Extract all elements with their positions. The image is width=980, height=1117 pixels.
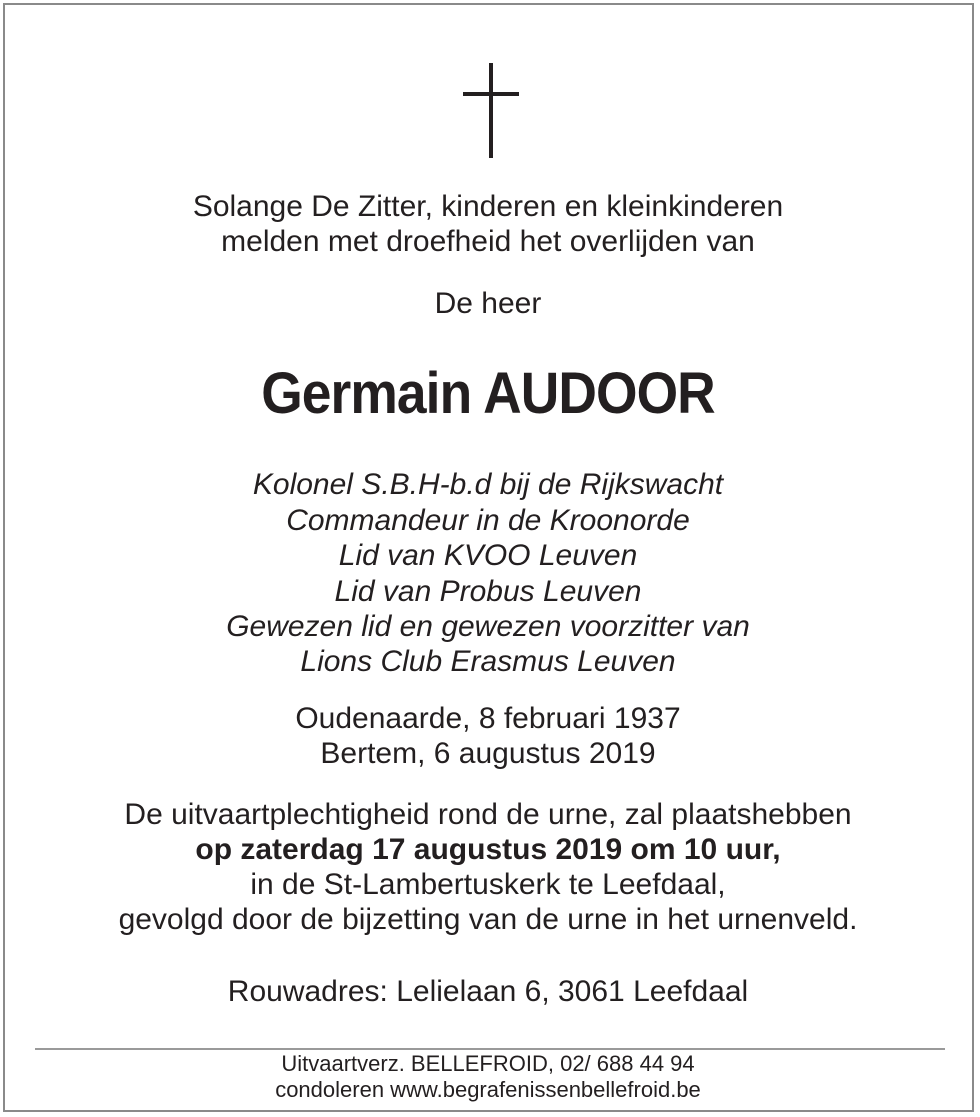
salutation: De heer — [434, 287, 542, 320]
title-line: Lions Club Erasmus Leuven — [300, 645, 676, 678]
title-line: Lid van Probus Leuven — [334, 575, 642, 608]
title-line: Commandeur in de Kroonorde — [286, 504, 690, 537]
title-line: Gewezen lid en gewezen voorzitter van — [226, 610, 750, 643]
ceremony-line-4: gevolgd door de bijzetting van de urne in het urnenveld. — [118, 903, 858, 936]
title-line: Lid van KVOO Leuven — [338, 539, 638, 572]
ceremony-date: op zaterdag 17 augustus 2019 om 10 uur, — [195, 833, 781, 866]
ceremony-location: in de St-Lambertuskerk te Leefdaal, — [250, 868, 726, 901]
ceremony-line-1: De uitvaartplechtigheid rond de urne, zal plaatshebben — [124, 798, 852, 831]
condolences-line: condoleren www.begrafenissenbellefroid.be — [275, 1077, 701, 1102]
intro-line-1: Solange De Zitter, kinderen en kleinkinderen — [192, 190, 784, 223]
deceased-name: Germain AUDOOR — [261, 361, 715, 426]
birth-date: Oudenaarde, 8 februari 1937 — [295, 702, 681, 735]
intro-line-2: melden met droefheid het overlijden van — [221, 225, 755, 258]
title-line: Kolonel S.B.H-b.d bij de Rijkswacht — [252, 468, 724, 501]
mourning-address: Rouwadres: Lelielaan 6, 3061 Leefdaal — [227, 975, 749, 1008]
cross-icon — [463, 63, 519, 158]
funeral-home-line: Uitvaartverz. BELLEFROID, 02/ 688 44 94 — [281, 1051, 695, 1076]
death-date: Bertem, 6 augustus 2019 — [320, 737, 656, 770]
footer-divider — [35, 1048, 945, 1050]
